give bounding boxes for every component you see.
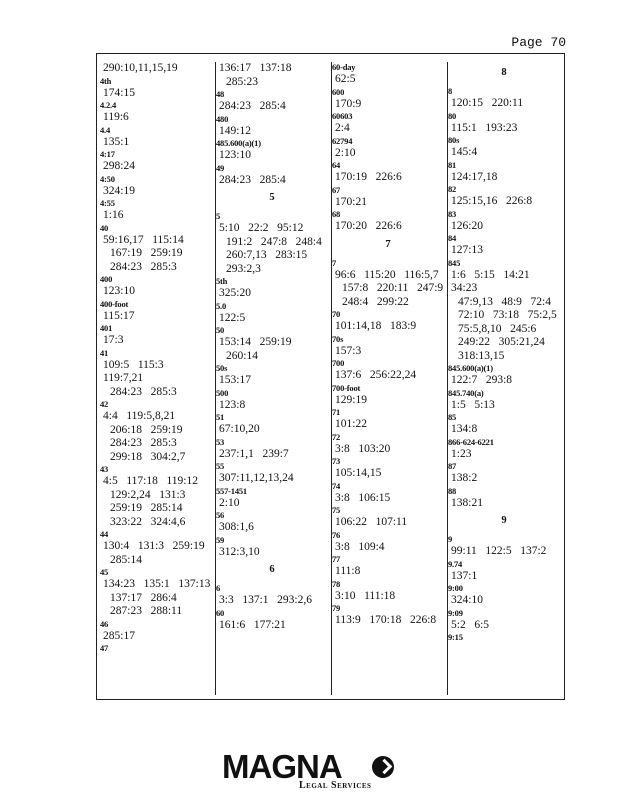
- index-term: 60603: [332, 111, 353, 121]
- index-entry: [448, 233, 560, 258]
- page-line-reference: 17:3: [103, 334, 124, 346]
- index-term: 70: [332, 309, 341, 319]
- page-line-reference: 3:8 103:20: [335, 442, 391, 455]
- page-line-reference: 122:5: [219, 311, 246, 324]
- index-entry: [448, 135, 560, 160]
- page-line-reference: 307:11,12,13,24: [219, 472, 294, 484]
- index-entry: [216, 388, 328, 413]
- page-line-reference: 4:4 119:5,8,21: [103, 410, 176, 422]
- index-entry: [100, 198, 212, 223]
- index-entry: [100, 464, 212, 529]
- index-entry: [216, 583, 328, 608]
- index-term: 80s: [448, 135, 460, 145]
- page-line-reference: 115:17: [103, 309, 135, 322]
- index-entry: [332, 62, 444, 87]
- page-line-reference: 161:6 177:21: [219, 618, 286, 631]
- index-column-2: [216, 62, 328, 695]
- index-entry: [332, 383, 444, 408]
- index-term: 81: [448, 159, 457, 170]
- index-term: 5th: [216, 276, 228, 286]
- page-line-reference: 237:1,1 239:7: [219, 447, 289, 460]
- section-heading: 5: [269, 192, 275, 203]
- page-line-reference: 3:3 137:1 293:2,6: [219, 594, 312, 606]
- index-term: 42: [100, 399, 109, 409]
- page-line-reference: 308:1,6: [219, 521, 254, 533]
- page-line-reference: 323:22 324:4,6: [110, 515, 186, 528]
- page-line-reference: 249:22 305:21,24: [458, 336, 545, 348]
- page-line-reference: 290:10,11,15,19: [103, 62, 178, 74]
- index-entry: [448, 184, 560, 209]
- index-entry: [100, 76, 212, 101]
- index-entry: [100, 125, 212, 150]
- index-entry: [332, 136, 444, 161]
- index-entry: [216, 535, 328, 560]
- index-term: 866-624-6221: [448, 436, 494, 447]
- page-line-reference: 1:23: [451, 447, 472, 460]
- index-term: 41: [100, 347, 109, 358]
- page-line-reference: 134:23 135:1 137:13: [103, 578, 211, 590]
- index-term: 700: [332, 358, 345, 368]
- page-line-reference: 75:5,8,10 245:6: [458, 322, 537, 335]
- page-line-reference: 47:9,13 48:9 72:4: [458, 295, 551, 308]
- page-line-reference: 113:9 170:18 226:8: [335, 614, 437, 626]
- index-entry: [332, 456, 444, 481]
- index-entry: [216, 163, 328, 188]
- page-line-reference: 2:10: [335, 146, 356, 159]
- page-line-reference: 1:5 5:13: [451, 398, 495, 411]
- index-entry: [448, 608, 560, 633]
- page-line-reference: 324:19: [103, 184, 135, 197]
- index-entry: [100, 100, 212, 125]
- page-line-reference: 101:22: [335, 418, 367, 430]
- page-line-reference: 136:17 137:18: [219, 62, 292, 74]
- index-term: 4:17: [100, 149, 115, 159]
- index-entry: [448, 461, 560, 486]
- index-term: 5: [216, 211, 221, 221]
- page-line-reference: 123:10: [219, 149, 251, 161]
- index-entry: [216, 62, 328, 89]
- page-line-reference: 260:14: [226, 349, 258, 362]
- index-term: 62794: [332, 135, 353, 146]
- index-entry: [216, 437, 328, 462]
- index-entry: [448, 412, 560, 437]
- page-line-reference: 137:17 286:4: [110, 591, 177, 604]
- page-line-reference: 99:11 122:5 137:2: [451, 545, 547, 557]
- page-line-reference: 4:5 117:18 119:12: [103, 475, 198, 487]
- magna-logo: [222, 750, 402, 796]
- page-line-reference: 124:17,18: [451, 170, 498, 183]
- index-entry: [332, 111, 444, 136]
- index-column-1: [100, 62, 212, 695]
- index-term: 60: [216, 607, 225, 618]
- page-line-reference: 191:2 247:8 248:4: [226, 235, 322, 248]
- page-line-reference: 72:10 73:18 75:2,5: [458, 309, 557, 321]
- index-term: 76: [332, 529, 341, 540]
- page-line-reference: 170:20 226:6: [335, 220, 402, 232]
- logo-arrow-icon: [372, 756, 394, 778]
- index-entry: [448, 388, 560, 413]
- index-entry: [100, 299, 212, 324]
- index-term: 500: [216, 387, 229, 398]
- page-line-reference: 3:8 106:15: [335, 491, 391, 504]
- index-entry: [216, 138, 328, 163]
- index-term: 4.4: [100, 124, 111, 135]
- index-entry: [332, 87, 444, 112]
- index-term: 77: [332, 554, 341, 564]
- index-term: 47: [100, 643, 109, 653]
- index-term: 8: [448, 86, 453, 96]
- index-term: 70s: [332, 333, 344, 344]
- index-entry: [448, 486, 560, 511]
- index-entry: [100, 619, 212, 644]
- index-term: 7: [332, 257, 337, 268]
- index-entry: [100, 174, 212, 199]
- index-term: 400-foot: [100, 298, 129, 309]
- index-entry: [332, 603, 444, 628]
- page-line-reference: 5:10 22:2 95:12: [219, 222, 304, 234]
- index-term: 845.740(a): [448, 387, 484, 398]
- index-term: 401: [100, 323, 113, 333]
- index-entry: [216, 211, 328, 276]
- index-entry: [216, 412, 328, 437]
- logo-subtitle: Legal Services: [299, 780, 372, 791]
- index-entry: [332, 160, 444, 185]
- page-line-reference: 287:23 288:11: [110, 605, 183, 617]
- index-term: 4:55: [100, 198, 115, 208]
- index-term: 50: [216, 325, 225, 335]
- page-line-reference: 318:13,15: [458, 349, 505, 362]
- index-term: 43: [100, 464, 109, 474]
- page-line-reference: 137:6 256:22,24: [335, 369, 417, 381]
- word-index-table: [96, 53, 565, 700]
- page-line-reference: 119:6: [103, 111, 129, 123]
- section-heading: 9: [501, 515, 507, 526]
- index-entry: [448, 209, 560, 234]
- page-line-reference: 284:23 285:3: [110, 437, 177, 449]
- index-term: 485.600(a)(1): [216, 138, 261, 148]
- page-line-reference: 170:21: [335, 195, 367, 208]
- index-term: 9:00: [448, 583, 463, 593]
- index-term: 50s: [216, 363, 228, 373]
- page-line-reference: 1:6 5:15 14:21 34:23: [451, 268, 539, 294]
- index-entry: [448, 258, 560, 364]
- page-line-reference: 2:4: [335, 122, 350, 134]
- index-entry: [332, 309, 444, 334]
- page-line-reference: 105:14,15: [335, 467, 382, 479]
- section-heading: 8: [501, 67, 507, 78]
- page-line-reference: 67:10,20: [219, 423, 260, 435]
- page-line-reference: 149:12: [219, 124, 251, 137]
- index-term: 71: [332, 407, 341, 417]
- index-entry: [100, 643, 212, 654]
- index-term: 9:09: [448, 607, 463, 618]
- index-entry: [332, 505, 444, 530]
- index-term: 845.600(a)(1): [448, 363, 493, 373]
- index-entry: [100, 399, 212, 464]
- index-term: 9: [448, 534, 453, 544]
- page-line-reference: 101:14,18 183:9: [335, 320, 417, 332]
- index-entry: [332, 579, 444, 604]
- index-term: 73: [332, 456, 341, 466]
- section-heading: 7: [385, 238, 391, 250]
- index-term: 88: [448, 485, 457, 496]
- page-line-reference: 284:23 285:3: [110, 260, 177, 273]
- page-number: Page 70: [511, 35, 566, 50]
- page-line-reference: 115:1 193:23: [451, 121, 518, 134]
- page-line-reference: 145:4: [451, 146, 478, 158]
- index-entry: [332, 554, 444, 579]
- index-entry: [332, 358, 444, 383]
- page-line-reference: 298:24: [103, 160, 135, 172]
- page-line-reference: 157:8 220:11 247:9: [342, 282, 444, 294]
- page-line-reference: 125:15,16 226:8: [451, 195, 533, 207]
- index-entry: [332, 258, 444, 310]
- index-column-4: [448, 62, 560, 695]
- index-term: 5.0: [216, 300, 227, 311]
- index-entry: [100, 323, 212, 348]
- index-term: 51: [216, 412, 225, 422]
- index-entry: [216, 301, 328, 326]
- page-line-reference: 153:14 259:19: [219, 336, 292, 348]
- index-entry: [332, 530, 444, 555]
- index-term: 480: [216, 113, 229, 124]
- index-entry: [100, 223, 212, 275]
- index-entry: [100, 567, 212, 619]
- index-term: 4.2.4: [100, 100, 117, 110]
- index-term: 87: [448, 461, 457, 471]
- index-entry: [448, 437, 560, 462]
- page-line-reference: 170:19 226:6: [335, 171, 402, 183]
- index-entry: [448, 363, 560, 388]
- index-term: 45: [100, 567, 109, 577]
- page-line-reference: 127:13: [451, 244, 483, 256]
- index-entry: [216, 486, 328, 511]
- page-line-reference: 284:23 285:3: [110, 385, 177, 398]
- index-term: 557-1451: [216, 485, 247, 496]
- index-entry: [216, 114, 328, 139]
- page-line-reference: 109:5 115:3 119:7,21: [103, 358, 173, 384]
- index-entry: [216, 325, 328, 363]
- page-line-reference: 106:22 107:11: [335, 516, 408, 528]
- page-line-reference: 325:20: [219, 287, 251, 299]
- page-line-reference: 285:23: [226, 75, 258, 88]
- index-entry: [448, 111, 560, 136]
- page-line-reference: 59:16,17 115:14: [103, 233, 184, 246]
- page-line-reference: 2:10: [219, 496, 240, 509]
- index-term: 9:15: [448, 632, 463, 642]
- page-line-reference: 3:8 109:4: [335, 540, 385, 553]
- index-term: 44: [100, 529, 109, 539]
- page-line-reference: 285:17: [103, 629, 135, 642]
- page-line-reference: 120:15 220:11: [451, 97, 524, 109]
- index-entry: [216, 276, 328, 301]
- index-entry: [216, 461, 328, 486]
- index-term: 400: [100, 274, 113, 284]
- index-entry: [100, 348, 212, 400]
- index-term: 53: [216, 436, 225, 447]
- page-line-reference: 111:8: [335, 565, 361, 577]
- page-line-reference: 137:1: [451, 569, 478, 582]
- page-line-reference: 293:2,3: [226, 262, 261, 275]
- index-term: 84: [448, 233, 457, 243]
- index-entry: [100, 62, 212, 76]
- index-entry: [448, 534, 560, 559]
- index-term: 40: [100, 222, 109, 233]
- index-entry: [332, 432, 444, 457]
- index-entry: [216, 510, 328, 535]
- index-term: 55: [216, 461, 225, 471]
- logo-wordmark: MAGNA: [222, 748, 342, 785]
- index-term: 82: [448, 184, 457, 194]
- page-line-reference: 1:16: [103, 209, 124, 221]
- page-line-reference: 62:5: [335, 73, 356, 85]
- index-term: 6: [216, 583, 221, 593]
- index-term: 74: [332, 480, 341, 491]
- index-column-3: [332, 62, 444, 695]
- page-line-reference: 299:18 304:2,7: [110, 450, 186, 463]
- index-term: 79: [332, 603, 341, 613]
- index-entry: [448, 86, 560, 111]
- page-line-reference: 260:7,13 283:15: [226, 249, 308, 261]
- page-line-reference: 123:10: [103, 285, 135, 297]
- section-heading: 6: [269, 564, 275, 575]
- index-term: 48: [216, 89, 225, 99]
- index-entry: [216, 608, 328, 633]
- index-entry: [332, 334, 444, 359]
- page-line-reference: 130:4 131:3 259:19: [103, 540, 205, 552]
- page-line-reference: 138:2: [451, 472, 478, 484]
- page-line-reference: 312:3,10: [219, 545, 260, 558]
- index-entry: [100, 274, 212, 299]
- index-entry: [332, 209, 444, 234]
- index-entry: [332, 481, 444, 506]
- page-line-reference: 3:10 111:18: [335, 589, 396, 602]
- index-term: 68: [332, 209, 341, 219]
- index-term: 600: [332, 86, 345, 97]
- index-term: 700-foot: [332, 382, 361, 393]
- page-line-reference: 134:8: [451, 423, 478, 435]
- page-line-reference: 170:9: [335, 97, 362, 110]
- index-term: 56: [216, 510, 225, 520]
- index-term: 72: [332, 431, 341, 442]
- index-entry: [216, 363, 328, 388]
- page-line-reference: 122:7 293:8: [451, 374, 513, 386]
- page-line-reference: 129:19: [335, 393, 367, 406]
- page-line-reference: 324:10: [451, 594, 483, 606]
- index-term: 49: [216, 162, 225, 173]
- page-line-reference: 174:15: [103, 86, 135, 99]
- index-entry: [100, 529, 212, 567]
- index-term: 9.74: [448, 558, 463, 569]
- index-term: 85: [448, 412, 457, 422]
- index-term: 78: [332, 578, 341, 589]
- page-line-reference: 153:17: [219, 374, 251, 386]
- index-term: 60-day: [332, 62, 356, 72]
- index-entry: [448, 160, 560, 185]
- index-term: 59: [216, 534, 225, 545]
- page-line-reference: 259:19 285:14: [110, 502, 183, 514]
- index-term: 46: [100, 618, 109, 629]
- page-line-reference: 206:18 259:19: [110, 423, 183, 436]
- page-line-reference: 129:2,24 131:3: [110, 488, 186, 501]
- index-term: 75: [332, 505, 341, 515]
- page-line-reference: 157:3: [335, 344, 362, 357]
- index-term: 845: [448, 257, 461, 268]
- index-entry: [100, 149, 212, 174]
- index-entry: [216, 89, 328, 114]
- page-line-reference: 284:23 285:4: [219, 100, 286, 112]
- page-line-reference: 126:20: [451, 219, 483, 232]
- page-line-reference: 96:6 115:20 116:5,7: [335, 268, 439, 281]
- index-term: 4:50: [100, 173, 115, 184]
- page-line-reference: 248:4 299:22: [342, 295, 409, 308]
- index-entry: [448, 583, 560, 608]
- index-term: 83: [448, 208, 457, 219]
- page-line-reference: 138:21: [451, 496, 483, 509]
- index-entry: [448, 559, 560, 584]
- page-line-reference: 284:23 285:4: [219, 173, 286, 186]
- index-entry: [332, 185, 444, 210]
- index-entry: [332, 407, 444, 432]
- index-term: 80: [448, 110, 457, 121]
- page-line-reference: 5:2 6:5: [451, 618, 490, 631]
- index-term: 64: [332, 160, 341, 170]
- page-line-reference: 123:8: [219, 398, 246, 411]
- page-line-reference: 285:14: [110, 553, 142, 566]
- page-line-reference: 167:19 259:19: [110, 247, 183, 259]
- page-line-reference: 135:1: [103, 135, 130, 148]
- index-term: 67: [332, 184, 341, 195]
- index-entry: [448, 632, 560, 643]
- index-term: 4th: [100, 75, 112, 86]
